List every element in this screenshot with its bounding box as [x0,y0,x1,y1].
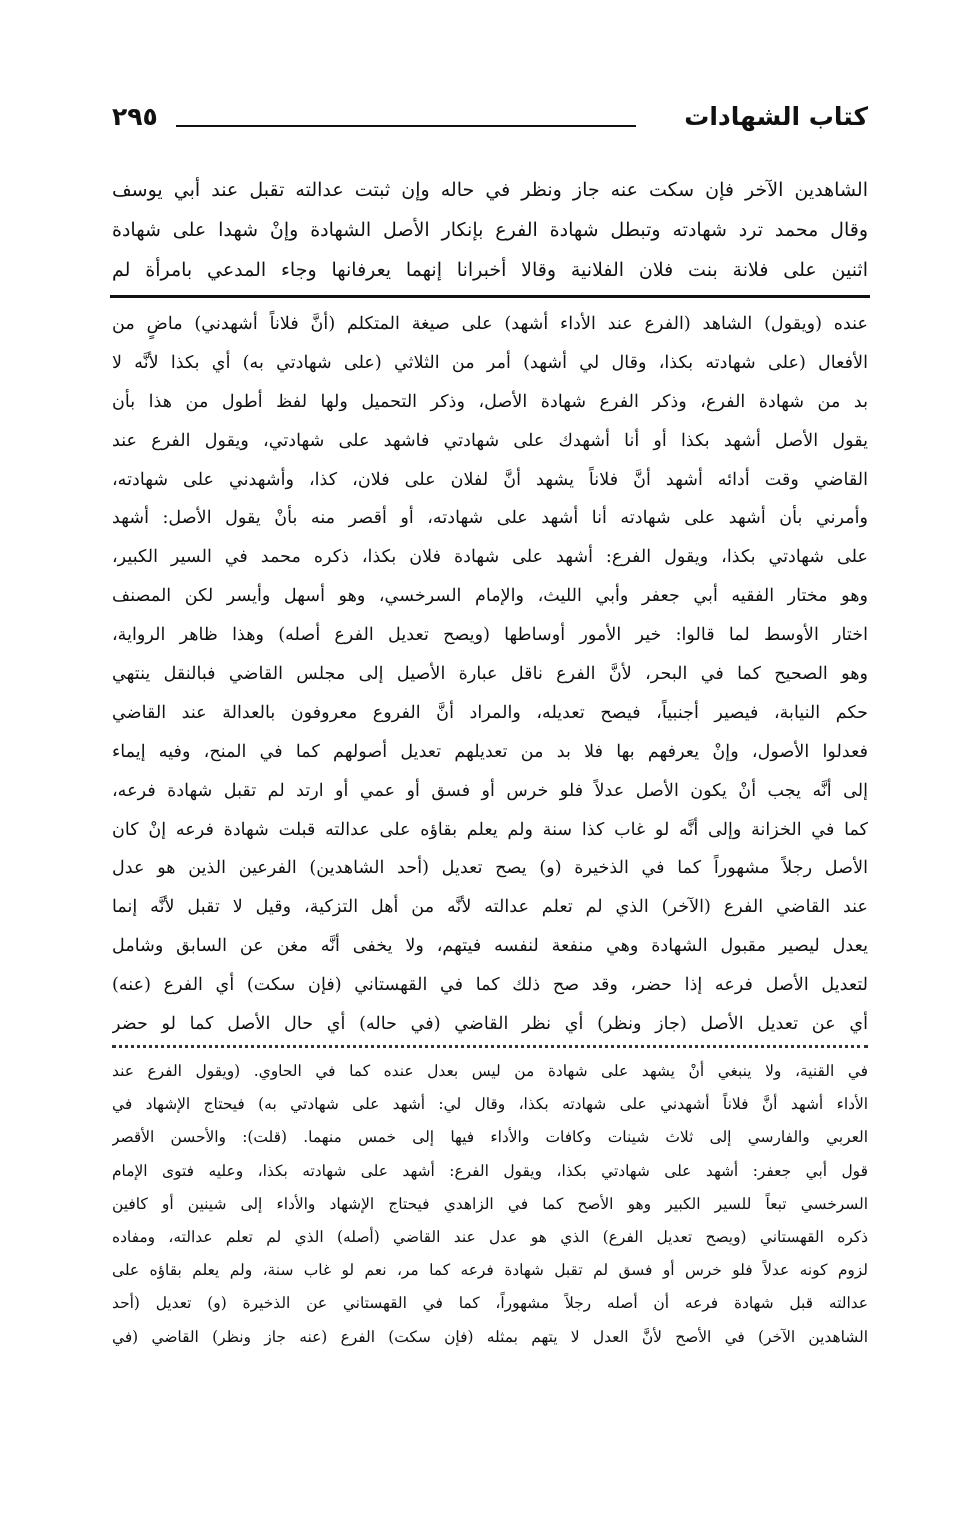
commentary-line: إلى أنَّه يجب أنْ يكون الأصل عدلاً فلو خرس أو فسق أو عمي أو ارتد لم تقبل شهادة فرعه، [112,780,868,801]
commentary-line: على شهادتي بكذا، ويقول الفرع: أشهد على شهادة فلان بكذا، ذكره محمد في السير الكبير، [112,547,868,568]
commentary-line: الأفعال (على شهادته بكذا، وقال لي أشهد) أمر من الثلاثي (على شهادتي به) أي بكذا لأنَّه لا [112,352,868,373]
page-number: ٢٩٥ [112,102,158,131]
footnote-line: السرخسي تبعاً للسير الكبير وهو الأصح كما في الزاهدي فيحتاج الإشهاد والأداء إلى شينين أو كافين [112,1194,868,1213]
footnote-text [112,1055,868,1354]
commentary-line: بد من شهادة الفرع، وذكر الفرع شهادة الأصل، وذكر التحميل ولها لفظ أطول من هذا بأن [112,391,868,412]
commentary-line: الأصل رجلاً مشهوراً كما في الذخيرة (و) يصح تعديل (أحد الشاهدين) الفرعين الذين هو عدل [112,858,868,879]
commentary-line: عند القاضي الفرع (الآخر) الذي لم تعلم عدالته لأنَّه من أهل التزكية، وقيل لا تقبل لأنَّه إنما [112,897,868,918]
commentary-line: فعدلوا الأصول، وإنْ يعرفهم بها فلا بد من تعديلهم تعديل أصولهم كما في المنح، وفيه إيماء [112,741,868,762]
commentary-line: وهو الصحيح كما في البحر، لأنَّ الفرع ناقل عبارة الأصيل إلى مجلس القاضي فبالنقل ينتهي [112,664,868,685]
footnote-line: الشاهدين الآخر) في الأصح لأنَّ العدل لا يتهم بمثله (فإن سكت) الفرع (عنه جاز ونظر) القاضي (في [112,1327,868,1346]
main-text-line: اثنين على فلانة بنت فلان الفلانية وقالا أخبرانا إنهما يعرفانها وجاء المدعي بامرأة لم [112,259,868,281]
commentary-line: القاضي وقت أدائه أشهد أنَّ فلاناً يشهد أنَّ لفلان على فلان، كذا، وأشهدني على شهادته، [112,469,868,490]
footnote-line: في القنية، ولا ينبغي أنْ يشهد على شهادة من ليس بعدل عنده كما في الحاوي. (ويقول الفرع عند [112,1062,868,1080]
main-text [112,170,868,290]
commentary-line: يعدل ليصير مقبول الشهادة وهي منفعة لنفسه فيتهم، ولا يخفى أنَّه مغن عن السابق وشامل [112,936,868,957]
footnote-line: عدالته قبل شهادة فرعه أن أصله رجلاً مشهوراً، كما في القهستاني عن الذخيرة (و) تعديل (أحد [112,1294,868,1313]
commentary-text [112,305,868,1044]
page-header [112,100,868,140]
footnote-line: قول أبي جعفر: أشهد على شهادتي بكذا، ويقول الفرع: أشهد على شهادته بكذا، وعليه فتوى الإمام [112,1161,868,1180]
main-text-line: وقال محمد ترد شهادته وتبطل شهادة الفرع بإنكار الأصل الشهادة وإنْ شهدا على شهادة [112,219,868,241]
commentary-line: كما في الخزانة وإلى أنَّه لو غاب كذا سنة ولم يعلم بقاؤه على عدالته قبلت شهادة فرعه إنْ كان [112,819,868,840]
commentary-line: عنده (ويقول) الشاهد (الفرع عند الأداء أشهد) على صيغة المتكلم (أنَّ فلاناً أشهدني) ماضٍ من [112,314,868,334]
footnote-line: ذكره القهستاني (ويصح تعديل الفرع) الذي هو عدل عند القاضي (أصله) الذي لم تعلم عدالته، ومفاده [112,1227,868,1246]
footnote-line: العربي والفارسي إلى ثلاث شينات وكافات والأداء فيها إلى خمس منهما. (قلت): والأحسن الأقصر [112,1128,868,1147]
commentary-line: أي عن تعديل الأصل (جاز ونظر) أي نظر القاضي (في حاله) أي حال الأصل كما لو حضر [112,1014,868,1035]
commentary-line: اختار الأوسط لما قالوا: خير الأمور أوساطها (ويصح تعديل الفرع أصله) وهذا ظاهر الرواية، [112,625,868,646]
footnote-line: لزوم كونه عدلاً فلو خرس أو فسق لم تقبل شهادة فرعه كما مر، نعم لو غاب سنة، ولم يعلم بقاؤه على [112,1261,868,1280]
footnote-line: الأداء أشهد أنَّ فلاناً أشهدني على شهادته بكذا، وقال لي: أشهد على شهادتي به) فيحتاج الإشهاد في [112,1095,868,1114]
main-text-line: الشاهدين الآخر فإن سكت عنه جاز ونظر في حاله وإن ثبتت عدالته تقبل عند أبي يوسف [112,179,868,201]
commentary-line: حكم النيابة، فيصير أجنبياً، فيصح تعديله، والمراد أنَّ الفروع معروفون بالعدالة عند القاضي [112,702,868,723]
commentary-line: لتعديل الأصل فرعه إذا حضر، وقد صح ذلك كما في القهستاني (فإن سكت) أي الفرع (عنه) [112,975,868,996]
footnote-divider [112,1045,868,1048]
main-commentary-divider [110,295,870,298]
header-rule [176,125,636,127]
commentary-line: وأمرني بأن أشهد على شهادته أنا أشهد على شهادته، أو أقصر منه بأنْ يقول الأصل: أشهد [112,508,868,529]
book-title: كتاب الشهادات [684,102,868,131]
commentary-line: وهو مختار الفقيه أبي جعفر وأبي الليث، والإمام السرخسي، وهو أسهل وأيسر لكن المصنف [112,586,868,607]
commentary-line: يقول الأصل أشهد بكذا أو أنا أشهدك على شهادتي فاشهد على شهادتي، ويقول الفرع عند [112,430,868,451]
